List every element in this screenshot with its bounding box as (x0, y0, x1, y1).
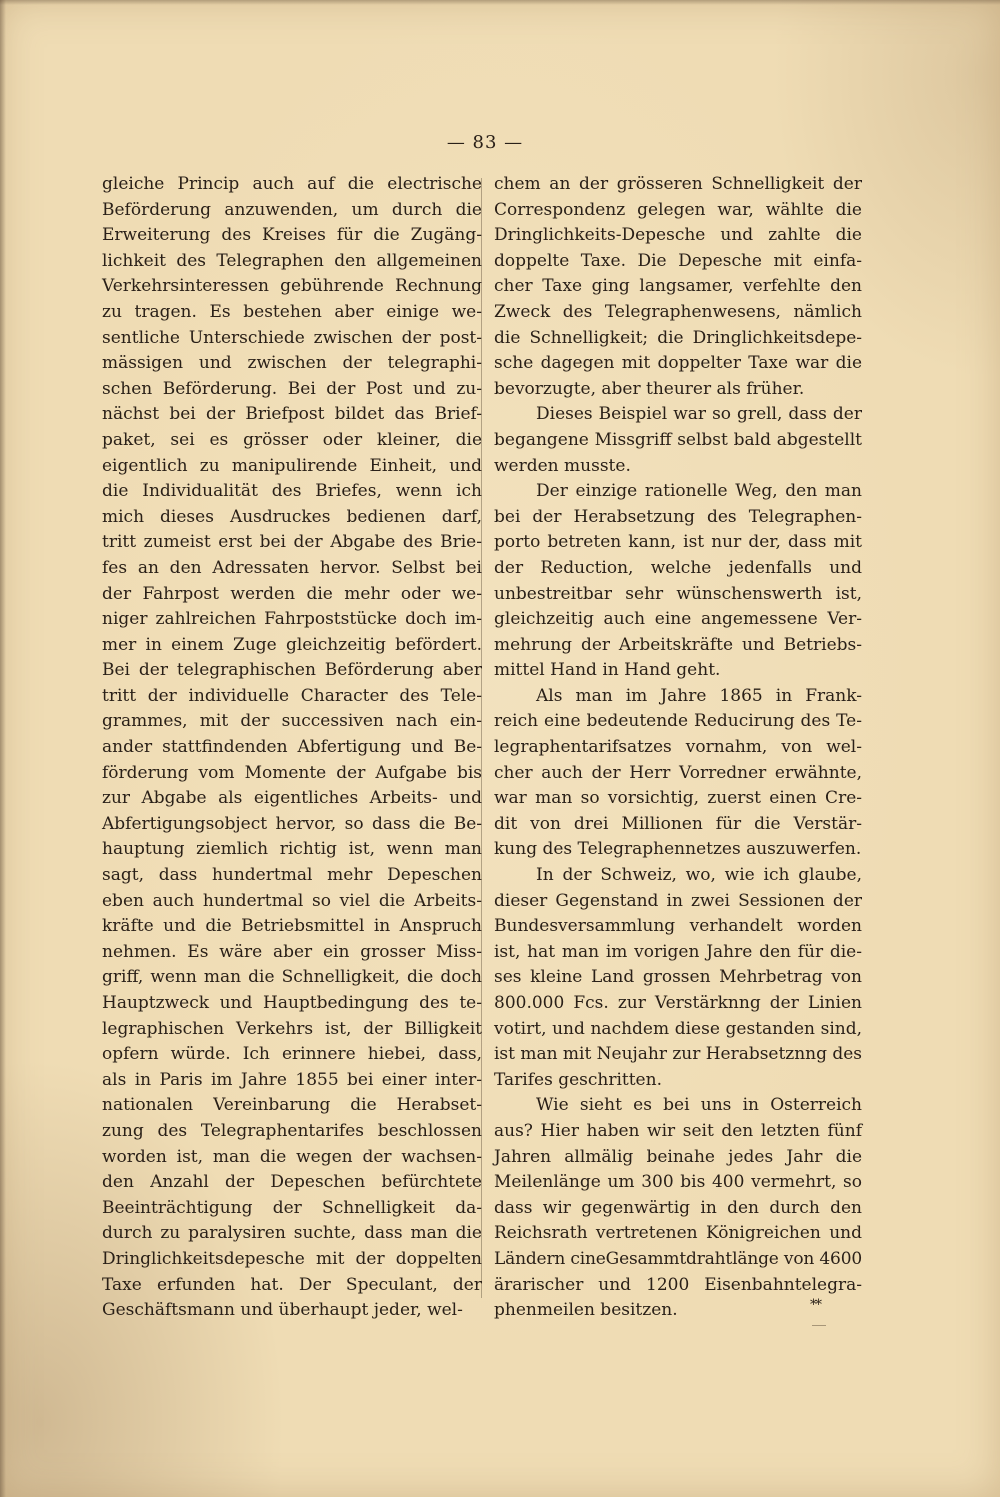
text-line: begangene Missgriff selbst bald abgestellt (494, 429, 862, 450)
text-line: Reichsrath vertretenen Königreichen und (494, 1223, 862, 1244)
text-line: Hauptzweck und Hauptbedingung des te- (102, 993, 482, 1013)
text-line: werden musste. (494, 455, 631, 476)
text-line: ist, hat man im vorigen Jahre den für die- (494, 941, 862, 962)
text-line: durch zu paralysiren suchte, dass man die (102, 1223, 482, 1244)
text-line: worden ist, man die wegen der wachsen- (102, 1146, 482, 1167)
text-line: Tarifes geschritten. (494, 1069, 662, 1090)
text-line: förderung vom Momente der Aufgabe bis (102, 762, 482, 783)
text-line: ses kleine Land grossen Mehrbetrag von (494, 967, 862, 988)
text-line: doppelte Taxe. Die Depesche mit einfa- (494, 250, 862, 271)
text-line: zur Abgabe als eigentliches Arbeits- und (102, 788, 482, 809)
text-line: chem an der grösseren Schnelligkeit der (494, 174, 862, 194)
text-line: kräfte und die Betriebsmittel in Anspruch (102, 916, 482, 937)
text-line: phenmeilen besitzen. (494, 1300, 678, 1321)
text-line: mittel Hand in Hand geht. (494, 660, 721, 681)
text-line: mehrung der Arbeitskräfte und Betriebs- (494, 634, 862, 655)
text-line: Geschäftsmann und überhaupt jeder, wel- (102, 1300, 463, 1321)
text-line: Zweck des Telegraphenwesens, nämlich (494, 301, 862, 322)
text-line: tritt der individuelle Character des Tele- (102, 685, 482, 706)
text-line: der Reduction, welche jedenfalls und (494, 557, 862, 578)
text-line: fes an den Adressaten hervor. Selbst bei (102, 557, 482, 578)
text-line: porto betreten kann, ist nur der, dass mit (494, 532, 862, 553)
text-line: kung des Telegraphennetzes auszuwerfen. (494, 839, 862, 860)
text-line: Dringlichkeitsdepesche mit der doppelten (102, 1248, 482, 1269)
text-line: der Fahrpost werden die mehr oder we- (102, 583, 482, 604)
text-line: mer in einem Zuge gleichzeitig befördert. (102, 634, 482, 655)
text-line: zung des Telegraphentarifes beschlossen (102, 1120, 482, 1141)
text-line: dass wir gegenwärtig in den durch den (494, 1197, 862, 1218)
text-line: war man so vorsichtig, zuerst einen Cre- (494, 788, 862, 809)
text-line: bei der Herabsetzung des Telegraphen- (494, 506, 862, 527)
text-line: grammes, mit der successiven nach ein- (102, 711, 482, 732)
column-divider (481, 178, 482, 1298)
text-line: nationalen Vereinbarung die Herabset- (102, 1095, 482, 1116)
right-text-column (494, 172, 862, 1324)
end-rule (812, 1325, 826, 1326)
text-line: votirt, und nachdem diese gestanden sind, (494, 1018, 862, 1039)
page-edge-top (0, 0, 1000, 5)
end-mark: ** (810, 1297, 820, 1313)
page-number: — 83 — (446, 132, 524, 153)
text-line: Abfertigungsobject hervor, so dass die Be- (102, 813, 482, 834)
text-line: unbestreitbar sehr wünschenswerth ist, (494, 583, 862, 604)
text-line: mich dieses Ausdruckes bedienen darf, (102, 506, 482, 527)
text-line: sagt, dass hundertmal mehr Depeschen (102, 865, 482, 886)
text-line: Dieses Beispiel war so grell, dass der (536, 404, 862, 425)
text-line: gleiche Princip auch auf die electrische (102, 174, 482, 194)
text-line: Taxe erfunden hat. Der Speculant, der (102, 1274, 482, 1295)
text-line: hauptung ziemlich richtig ist, wenn man (102, 839, 482, 860)
text-line: In der Schweiz, wo, wie ich glaube, (536, 865, 862, 886)
text-line: Meilenlänge um 300 bis 400 vermehrt, so (494, 1172, 862, 1193)
text-line: sche dagegen mit doppelter Taxe war die (494, 353, 862, 374)
text-line: Erweiterung des Kreises für die Zugäng- (102, 225, 482, 246)
text-line: nehmen. Es wäre aber ein grosser Miss- (102, 941, 482, 962)
text-line: aus? Hier haben wir seit den letzten fünf (494, 1120, 862, 1141)
text-line: als in Paris im Jahre 1855 bei einer inter- (102, 1069, 482, 1090)
text-line: zu tragen. Es bestehen aber einige we- (102, 301, 482, 322)
text-line: dit von drei Millionen für die Verstär- (494, 813, 862, 834)
text-line: Verkehrsinteressen gebührende Rechnung (102, 276, 482, 297)
text-line: tritt zumeist erst bei der Abgabe des Brie- (102, 532, 482, 553)
text-line: Dringlichkeits-Depesche und zahlte die (494, 225, 862, 246)
text-line: reich eine bedeutende Reducirung des Te- (494, 711, 862, 732)
text-line: ander stattfindenden Abfertigung und Be- (102, 737, 482, 758)
text-line: mässigen und zwischen der telegraphi- (102, 353, 482, 374)
text-line: cher Taxe ging langsamer, verfehlte den (494, 276, 862, 297)
text-line: Als man im Jahre 1865 in Frank- (536, 685, 862, 706)
text-line: nächst bei der Briefpost bildet das Brief- (102, 404, 482, 425)
text-line: gleichzeitig auch eine angemessene Ver- (494, 609, 862, 630)
text-line: cher auch der Herr Vorredner erwähnte, (494, 762, 862, 783)
text-line: bevorzugte, aber theurer als früher. (494, 378, 805, 399)
text-line: eben auch hundertmal so viel die Arbeits- (102, 890, 482, 911)
text-line: opfern würde. Ich erinnere hiebei, dass, (102, 1044, 482, 1065)
text-line: Wie sieht es bei uns in Osterreich (536, 1095, 862, 1116)
text-line: Ländern cineGesammtdrahtlänge von 4600 (494, 1248, 862, 1269)
left-text-column (102, 172, 482, 1324)
text-line: legraphischen Verkehrs ist, der Billigkeit (102, 1018, 482, 1039)
page-edge-left (0, 0, 6, 1497)
text-line: Bundesversammlung verhandelt worden (494, 916, 862, 937)
text-line: dieser Gegenstand in zwei Sessionen der (494, 890, 862, 911)
text-line: Bei der telegraphischen Beförderung aber (102, 660, 482, 681)
text-line: Correspondenz gelegen war, wählte die (494, 199, 862, 220)
text-line: legraphentarifsatzes vornahm, von wel- (494, 737, 862, 758)
text-line: Beeinträchtigung der Schnelligkeit da- (102, 1197, 482, 1218)
text-line: lichkeit des Telegraphen den allgemeinen (102, 250, 482, 271)
text-line: griff, wenn man die Schnelligkeit, die doch (102, 967, 482, 988)
text-line: paket, sei es grösser oder kleiner, die (102, 429, 482, 450)
text-line: niger zahlreichen Fahrpoststücke doch im- (102, 609, 482, 630)
text-line: Beförderung anzuwenden, um durch die (102, 199, 482, 220)
text-line: die Individualität des Briefes, wenn ich (102, 481, 482, 502)
text-line: die Schnelligkeit; die Dringlichkeitsdepe- (494, 327, 862, 348)
text-line: sentliche Unterschiede zwischen der post- (102, 327, 482, 348)
text-line: ärarischer und 1200 Eisenbahntelegra- (494, 1274, 862, 1295)
text-line: ist man mit Neujahr zur Herabsetznng des (494, 1044, 862, 1065)
text-line: 800.000 Fcs. zur Verstärknng der Linien (494, 993, 862, 1013)
text-line: schen Beförderung. Bei der Post und zu- (102, 378, 482, 399)
text-line: Jahren allmälig beinahe jedes Jahr die (494, 1146, 862, 1167)
text-line: eigentlich zu manipulirende Einheit, und (102, 455, 482, 476)
text-line: den Anzahl der Depeschen befürchtete (102, 1172, 482, 1193)
text-line: Der einzige rationelle Weg, den man (536, 481, 862, 502)
